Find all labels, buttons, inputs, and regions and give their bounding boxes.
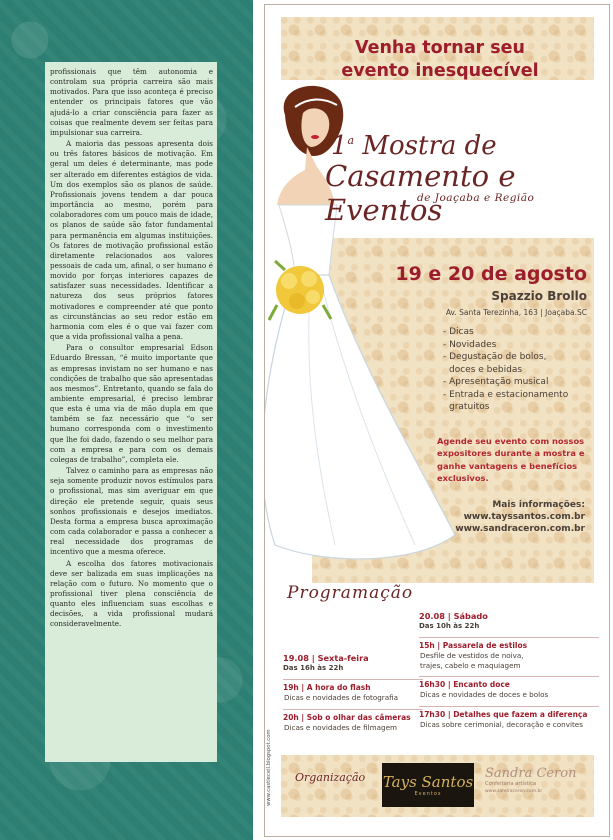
article-body: [50, 67, 213, 630]
schedule-day2: [419, 611, 599, 735]
schedule-slot: 17h30 | Detalhes que fazem a diferença Dicas sobre cerimonial, decoração e convites: [419, 709, 588, 729]
article-paragraph-2: A maioria das pessoas apresenta dois ou três fatores básicos de motivação. Em geral um deles é determinante, mas pode ser alterado em diferentes estágios de vida. Um dos exemplos são os planos de saúde. Profissionais jovens tendem a dar pouca importância ao mesmo, porém para colaboradores com um pouco mais de idade, os planos de saúde são fator fundamental para permanência em algumas instituições. Os fatores de motivação profissional estão diretamente relacionados aos valores pessoais de cada um, afinal, o ser humano é movido por forças interiores capazes de satisfazer suas necessidades. Identificar a natureza dos seus próprios fatores motivadores e compreender até que ponto as circunstâncias ao seu redor estão em harmonia com eles é o que vai fazer com que a vida profissional valha a pena.: [50, 139, 213, 342]
article-paragraph-5: A escolha dos fatores motivacionais deve ser balizada em suas implicações na relação com o futuro. No momento que o profissional tiver plena consciência de quanto eles influenciam suas escolhas e decisões, a vida profissional mudará consideravelmente.: [50, 558, 213, 629]
feature-item: doces e bebidas: [449, 364, 523, 375]
day1-hours: Das 16h às 22h: [283, 664, 344, 672]
article-paragraph-1: profissionais que têm autonomia e controlam sua própria carreira são mais motivados. Para que isso aconteça é preciso entender os principais fatores que vão ajudá-lo a criar consciência para fazer as coisas que realmente devem ser feitas para impulsionar sua carreira.: [50, 67, 213, 137]
teal-patterned-panel: [0, 0, 253, 840]
feature-item: - Dicas: [443, 327, 474, 337]
schedule-slot: 15h | Passarela de estilos Desfile de vestidos de noiva, trajes, cabelo e maquiagem: [419, 641, 528, 670]
schedule-day1: [283, 653, 423, 738]
article-paragraph-4: Talvez o caminho para as empresas não seja somente produzir novos estímulos para o profissional, mas sim averiguar em que direção ele pretende seguir, quais seus sonhos profissionais e desejos imediatos. Desta forma a empresa busca aproximação com cada colaborador e passa a conhecer a real necessidade dos programas de incentivo que a mesma oferece.: [50, 466, 213, 557]
divider: [283, 709, 423, 710]
day1-heading: 19.08 | Sexta-feira: [283, 653, 369, 663]
event-poster: [264, 4, 610, 837]
website-link-sandra[interactable]: www.sandraceron.com.br: [455, 524, 585, 535]
schedule-slot: 16h30 | Encanto doce Dicas e novidades de doces e bolos: [419, 680, 549, 700]
feature-item: - Novidades: [443, 339, 497, 350]
more-info-label: Mais informações:: [492, 500, 585, 510]
article-paragraph-3: Para o consultor empresarial Edson Eduardo Bressan, “é muito importante que as empresas invistam no ser humano e nas condições de trabalho que são apresentadas aos mesmos”. Entretanto, quando se fala do ambiente empresarial, é preciso lembrar que esta é uma via de mão dupla em que também se faz necessário que “o ser humano corresponda com o investimento que lhe foi dado, fazendo o seu melhor para com a empresa e para com os demais colegas de trabalho”, completa ele.: [50, 343, 213, 464]
promo-text: Agende seu evento com nossos expositores durante a mostra e ganhe vantagens e benefícios exclusivos.: [437, 436, 585, 483]
schedule-slot: 19h | A hora do flash Dicas e novidades de fotografia: [283, 683, 399, 702]
divider: [419, 706, 599, 707]
feature-item: gratuitos: [449, 402, 490, 412]
blog-url-vertical: www.castlecell.blogspot.com: [266, 729, 272, 806]
day2-heading: 20.08 | Sábado: [419, 611, 488, 621]
event-venue: Spazzio Brollo: [491, 289, 587, 303]
website-link-tays[interactable]: www.tayssantos.com.br: [463, 512, 585, 523]
organization-label: Organização: [295, 771, 366, 784]
feature-item: - Apresentação musical: [443, 377, 549, 387]
event-address: Av. Santa Terezinha, 163 | Joaçaba.SC: [445, 308, 587, 317]
schedule-title: Programação: [287, 583, 414, 603]
contact-info: [415, 499, 585, 536]
poster-headline: Venha tornar seu evento inesquecível: [341, 38, 539, 81]
divider: [419, 637, 599, 638]
feature-item: - Degustação de bolos,: [443, 352, 547, 362]
feature-item: - Entrada e estacionamento: [443, 389, 569, 400]
schedule-slot: 20h | Sob o olhar das câmeras Dicas e novidades de filmagem: [283, 712, 411, 732]
article-text-box: [45, 62, 217, 762]
day2-hours: Das 10h às 22h: [419, 622, 480, 630]
event-title-line1: 1$^a$ Mostra de: [331, 131, 497, 161]
event-title-line2: Casamento e Eventos: [325, 159, 516, 227]
divider: [283, 679, 423, 680]
sandra-ceron-logo: Sandra Ceron Confeitaria artística www.sandraceron.com.br: [485, 766, 577, 794]
event-date: 19 e 20 de agosto: [395, 263, 587, 285]
divider: [419, 676, 599, 677]
event-title-line3: de Joaçaba e Região: [417, 192, 535, 204]
tays-santos-logo: Tays Santos Eventos: [382, 763, 474, 807]
feature-list: [443, 326, 593, 414]
